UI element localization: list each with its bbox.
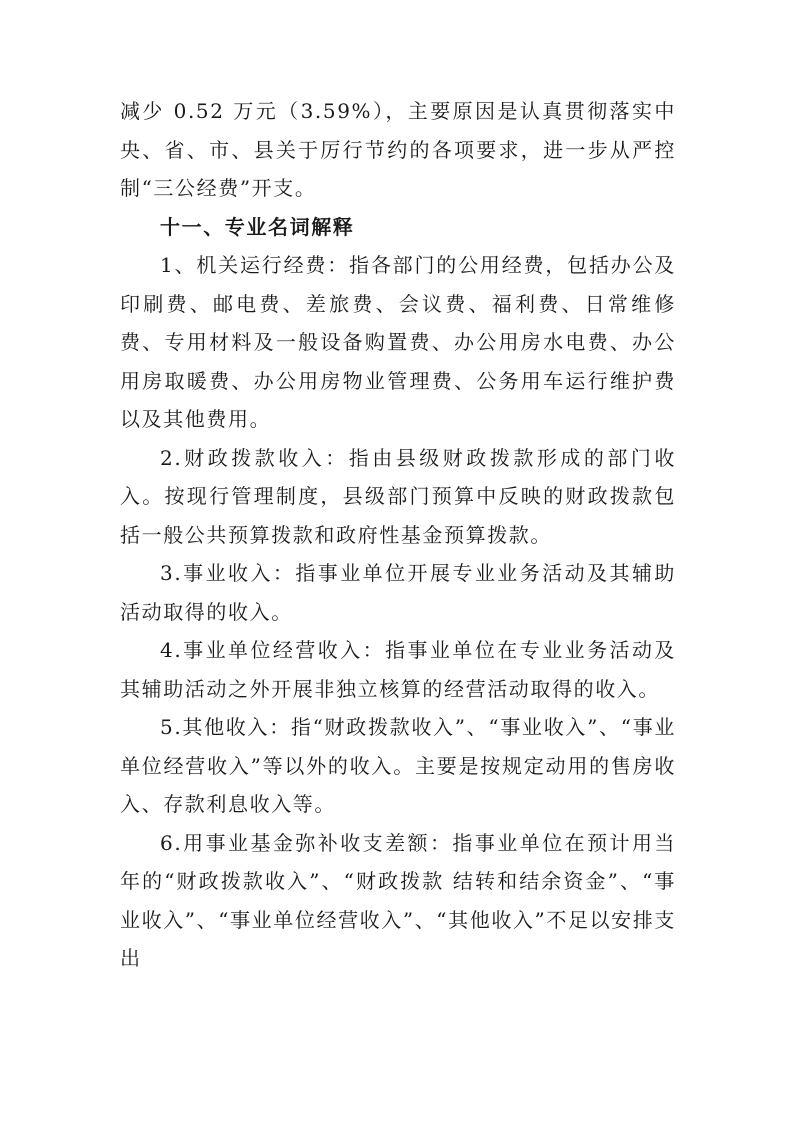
definition-paragraph: 5.其他收入：指“财政拨款收入”、“事业收入”、“事业单位经营收入”等以外的收入。主要是按规定动用的售房收入、存款利息收入等。: [120, 715, 676, 816]
definition-paragraph: 4.事业单位经营收入：指事业单位在专业业务活动及其辅助活动之外开展非独立核算的经营活动取得的收入。: [120, 638, 676, 701]
document-page: [120, 92, 676, 978]
continuation-paragraph: 减少 0.52 万元（3.59%），主要原因是认真贯彻落实中央、省、市、县关于厉行节约的各项要求，进一步从严控制“三公经费”开支。: [120, 99, 676, 200]
definition-paragraph: 3.事业收入：指事业单位开展专业业务活动及其辅助活动取得的收入。: [120, 561, 676, 624]
definition-paragraph: 6.用事业基金弥补收支差额：指事业单位在预计用当年的“财政拨款收入”、“财政拨款 结转和结余资金”、“事业收入”、“事业单位经营收入”、“其他收入”不足以安排支出: [120, 830, 676, 970]
definition-paragraph: 2.财政拨款收入：指由县级财政拨款形成的部门收入。按现行管理制度，县级部门预算中反映的财政拨款包括一般公共预算拨款和政府性基金预算拨款。: [120, 445, 676, 547]
section-heading: 十一、专业名词解释: [160, 214, 355, 239]
definition-paragraph: 1、机关运行经费：指各部门的公用经费，包括办公及印刷费、邮电费、差旅费、会议费、福利费、日常维修费、专用材料及一般设备购置费、办公用房水电费、办公用房取暖费、办公用房物业管理费、公务用车运行维护费以及其他费用。: [120, 253, 676, 431]
